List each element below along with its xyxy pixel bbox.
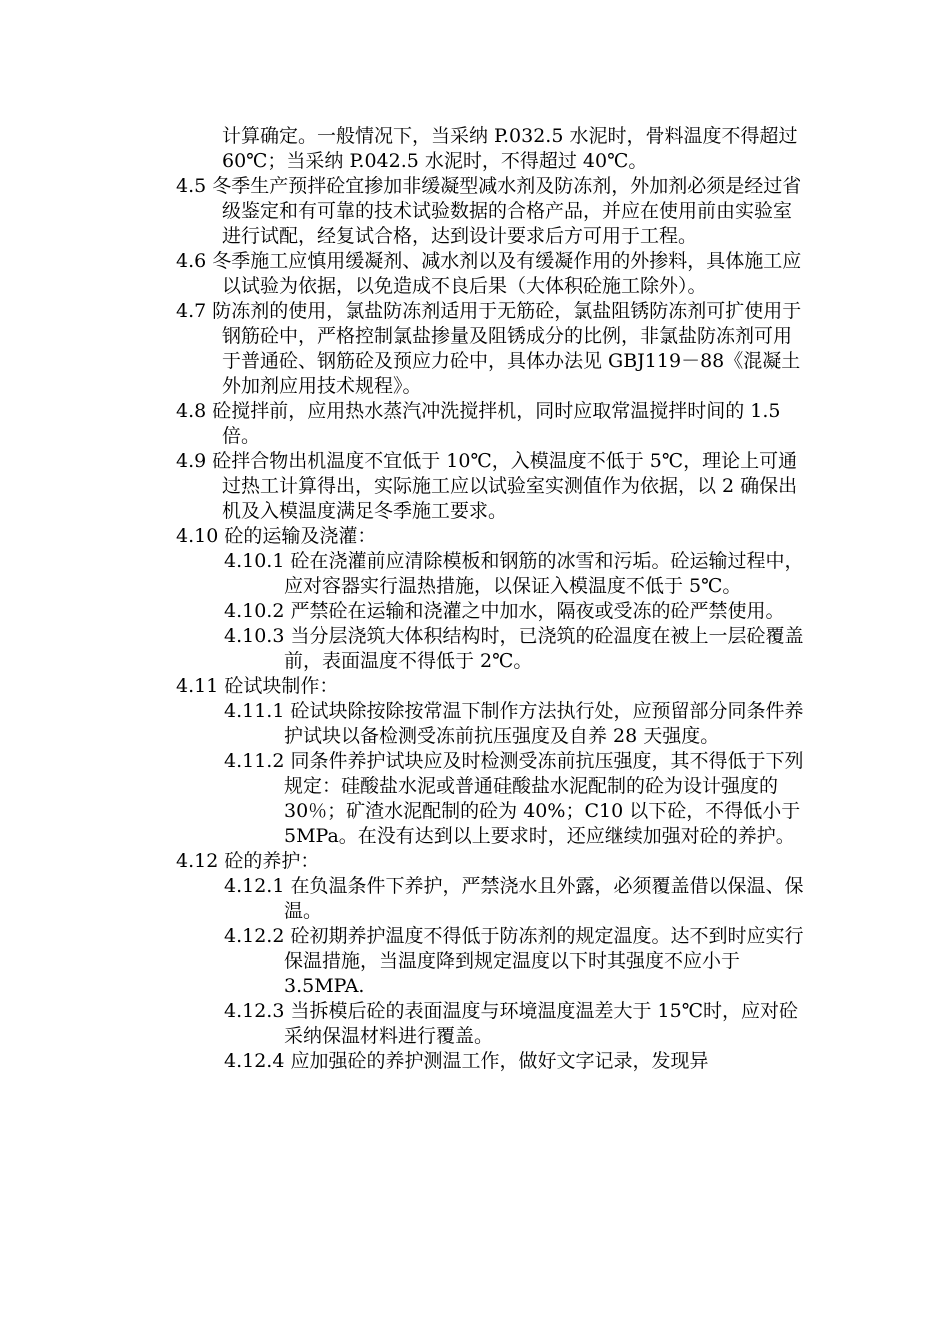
clause-4-12-1 (176, 874, 810, 924)
clause-4-12-3 (176, 999, 810, 1049)
clause-text: 砼在浇灌前应清除模板和钢筋的冰雪和污垢。砼运输过程中，应对容器实行温热措施，以保证入模温度不低于 5℃。 (284, 550, 804, 597)
clause-4-5 (176, 174, 810, 249)
clause-number: 4.6 (176, 250, 207, 272)
clause-number: 4.12.3 (224, 1000, 285, 1022)
clause-4-8 (176, 399, 810, 449)
clause-number: 4.12.1 (224, 875, 285, 897)
clause-text: 砼试块除按除按常温下制作方法执行处，应预留部分同条件养护试块以备检测受冻前抗压强度及自养 28 天强度。 (284, 700, 804, 747)
clause-text: 当分层浇筑大体积结构时，已浇筑的砼温度在被上一层砼覆盖前，表面温度不得低于 2℃。 (284, 625, 804, 672)
clause-number: 4.10.1 (224, 550, 285, 572)
clause-text: 应加强砼的养护测温工作，做好文字记录，发现异 (290, 1050, 709, 1072)
clause-text: 当拆模后砼的表面温度与环境温度温差大于 15℃时，应对砼采纳保温材料进行覆盖。 (284, 1000, 798, 1047)
clause-text: 冬季生产预拌砼宜掺加非缓凝型减水剂及防冻剂，外加剂必须是经过省级鉴定和有可靠的技术试验数据的合格产品，并应在使用前由实验室进行试配，经复试合格，达到设计要求后方可用于工程。 (212, 175, 802, 247)
clause-4-11-2 (176, 749, 810, 849)
clause-number: 4.7 (176, 300, 207, 322)
clause-text: 砼搅拌前，应用热水蒸汽冲洗搅拌机，同时应取常温搅拌时间的 1.5 倍。 (212, 400, 781, 447)
clause-text: 砼的运输及浇灌： (224, 525, 377, 547)
clause-4-9 (176, 449, 810, 524)
clause-number: 4.11 (176, 675, 219, 697)
clause-number: 4.8 (176, 400, 207, 422)
clause-4-11 (176, 674, 810, 699)
clause-text: 砼拌合物出机温度不宜低于 10℃，入模温度不低于 5℃，理论上可通过热工计算得出，实际施工应以试验室实测值作为依据，以 2 确保出机及入模温度满足冬季施工要求。 (212, 450, 798, 522)
clause-text: 砼初期养护温度不得低于防冻剂的规定温度。达不到时应实行保温措施，当温度降到规定温度以下时其强度不应小于 3.5MPA. (284, 925, 804, 997)
clause-number: 4.5 (176, 175, 207, 197)
clause-4-12-2 (176, 924, 810, 999)
clause-number: 4.10.2 (224, 600, 285, 622)
clause-text: 砼的养护： (224, 850, 320, 872)
clause-number: 4.10.3 (224, 625, 285, 647)
clause-text: 计算确定。一般情况下，当采纳 P.032.5 水泥时，骨料温度不得超过 60℃；当采纳 P.042.5 水泥时，不得超过 40℃。 (222, 125, 798, 172)
clause-text: 在负温条件下养护，严禁浇水且外露，必须覆盖借以保温、保温。 (284, 875, 804, 922)
clause-number: 4.9 (176, 450, 207, 472)
clause-number: 4.12.4 (224, 1050, 285, 1072)
clause-text: 同条件养护试块应及时检测受冻前抗压强度，其不得低于下列规定：硅酸盐水泥或普通硅酸盐水泥配制的砼为设计强度的 30％；矿渣水泥配制的砼为 40%；C10 以下砼，不得低小于 5MPa。在没有达到以上要求时，还应继续加强对砼的养护。 (284, 750, 804, 847)
clause-4-10-3 (176, 624, 810, 674)
clause-4-6 (176, 249, 810, 299)
clause-4-12-4 (176, 1049, 810, 1074)
clause-text: 砼试块制作： (224, 675, 339, 697)
paragraph-continuation (176, 124, 810, 174)
clause-number: 4.12 (176, 850, 219, 872)
clause-4-11-1 (176, 699, 810, 749)
clause-number: 4.11.2 (224, 750, 285, 772)
clause-text: 严禁砼在运输和浇灌之中加水，隔夜或受冻的砼严禁使用。 (290, 600, 785, 622)
clause-number: 4.10 (176, 525, 219, 547)
clause-4-10-1 (176, 549, 810, 599)
clause-4-10-2 (176, 599, 810, 624)
clause-4-7 (176, 299, 810, 399)
clause-text: 冬季施工应慎用缓凝剂、减水剂以及有缓凝作用的外掺料，具体施工应以试验为依据，以免造成不良后果（大体积砼施工除外）。 (212, 250, 802, 297)
clause-4-12 (176, 849, 810, 874)
clause-number: 4.11.1 (224, 700, 285, 722)
clause-text: 防冻剂的使用，氯盐防冻剂适用于无筋砼，氯盐阻锈防冻剂可扩使用于钢筋砼中，严格控制氯盐掺量及阻锈成分的比例，非氯盐防冻剂可用于普通砼、钢筋砼及预应力砼中，具体办法见 GBJ119－88《混凝土外加剂应用技术规程》。 (212, 300, 802, 397)
clause-4-10 (176, 524, 810, 549)
document-body (176, 124, 810, 1074)
clause-number: 4.12.2 (224, 925, 285, 947)
